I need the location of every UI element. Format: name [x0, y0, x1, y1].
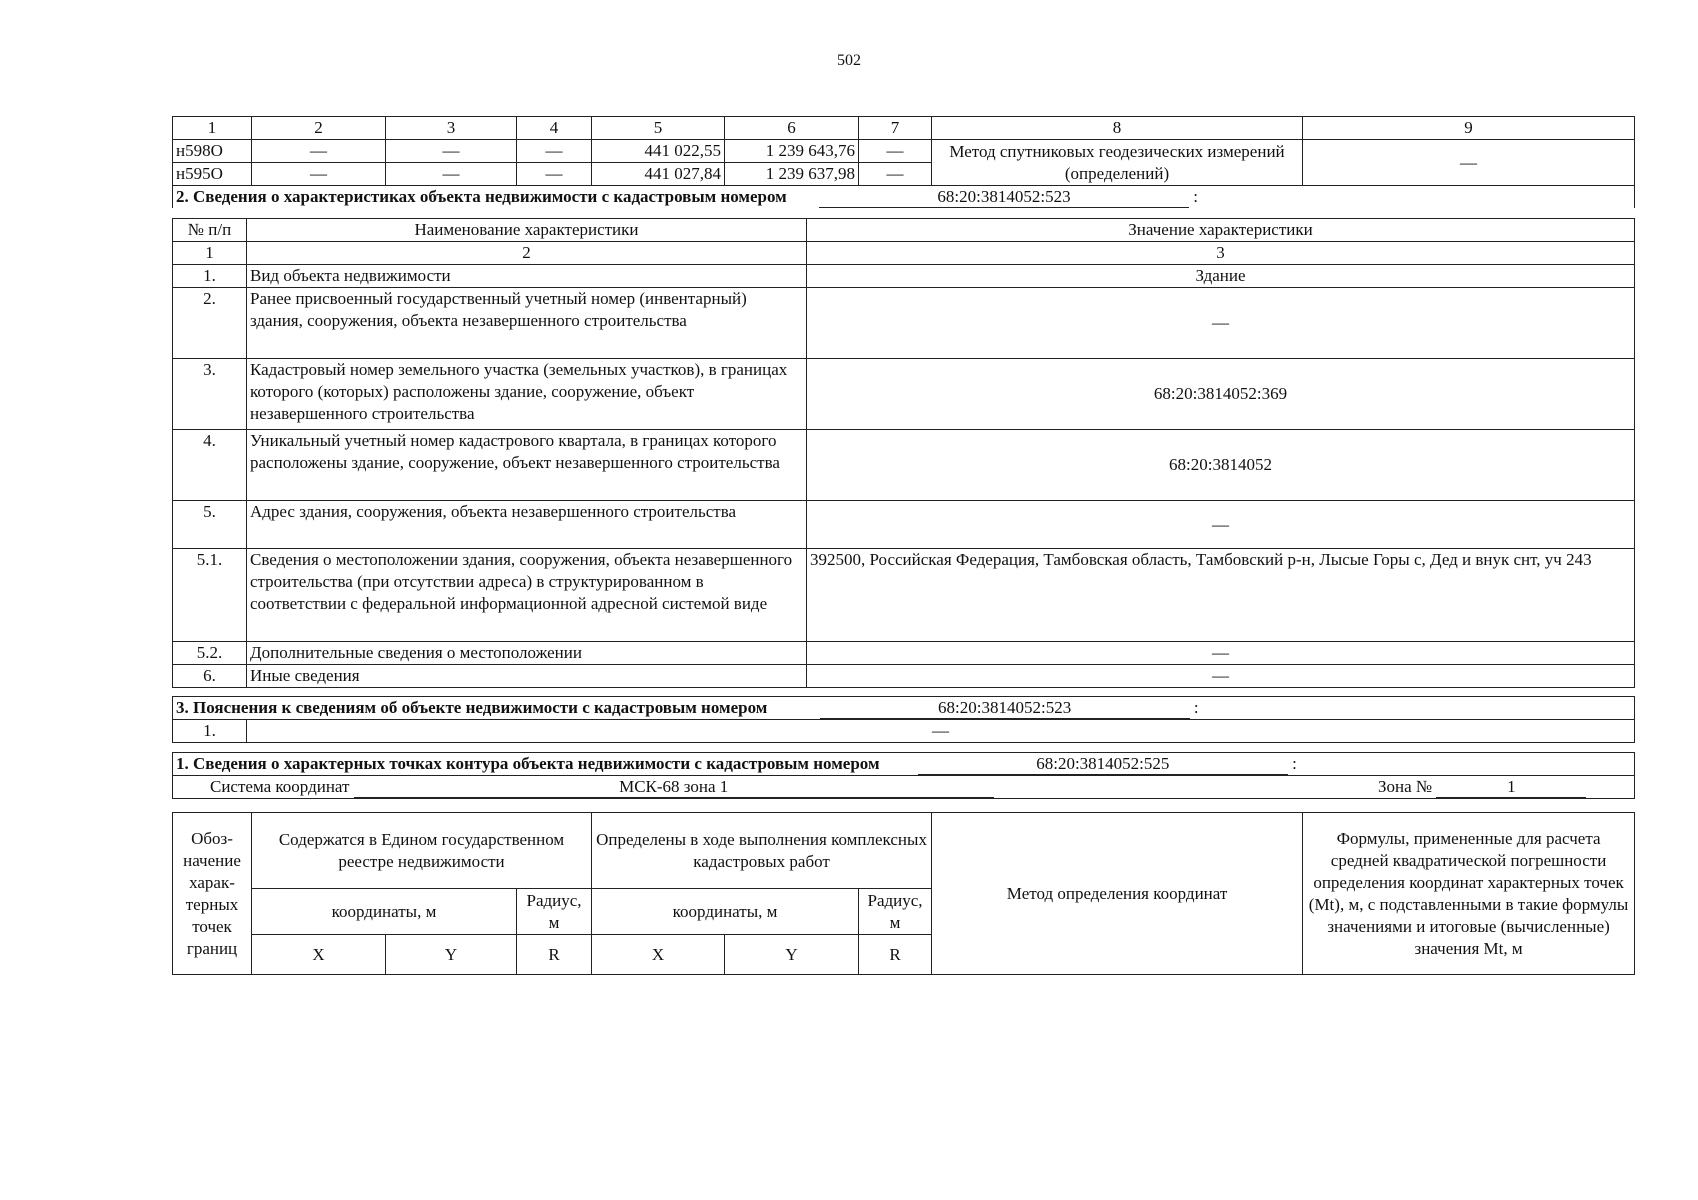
table-row: н595О — — — 441 027,84 1 239 637,98 — [173, 163, 1635, 186]
characteristics-table [172, 218, 1635, 688]
table-row: 5. Адрес здания, сооружения, объекта незавершенного строительства — [173, 501, 1635, 549]
table-row: 3. Кадастровый номер земельного участка (земельных участков), в границах которого (которых) расположены здание, сооружение, объект незавершенного строительства 68:20:3814052:369 [173, 359, 1635, 430]
point-id: н595О [173, 163, 252, 186]
zone-label: Зона № [1377, 777, 1433, 796]
table-row: 5.2. Дополнительные сведения о местоположении — [173, 642, 1635, 665]
kkr-header: Определены в ходе выполнения комплексных кадастровых работ [592, 813, 932, 889]
section-2-title: 2. Сведения о характеристиках объекта недвижимости с кадастровым номером [176, 187, 787, 206]
column-number-row: 1 2 3 4 5 6 7 8 9 [173, 117, 1635, 140]
section-1b-header [172, 752, 1635, 799]
table-row: 4. Уникальный учетный номер кадастрового квартала, в границах которого расположены здание, сооружение, объект незавершенного строительства 68:20:3814052 [173, 430, 1635, 501]
designation-header: Обоз- начение харак- терных точек границ [173, 813, 252, 975]
coord-system-value: МСК-68 зона 1 [354, 777, 994, 798]
table-row: 6. Иные сведения — [173, 665, 1635, 688]
explanations-table [172, 696, 1635, 743]
table-header-row: № п/п Наименование характеристики Значение характеристики [173, 219, 1635, 242]
coord-y: 1 239 643,76 [725, 140, 859, 163]
section-1b-title: 1. Сведения о характерных точках контура объекта недвижимости с кадастровым номером [176, 754, 880, 773]
coord-y: 1 239 637,98 [725, 163, 859, 186]
coord-system-label: Система координат [210, 777, 350, 796]
points-table-header: Обоз- начение харак- терных точек границ Содержатся в Едином государственном реестре недвижимости Определены в ходе выполнения комплексных кадастровых работ Метод определения координат Формулы, примененные для расчета средней квадратической погрешности определения координат характерных точек (Mt), м, с подставленными в такие формулы значениями и итоговые (вычисленные) значения Mt, м координаты, м Радиус, м координаты, м Радиус, м X Y R X Y R [172, 812, 1635, 975]
section-title-row: 2. Сведения о характеристиках объекта недвижимости с кадастровым номером 68:20:3814052:523 : [173, 186, 1635, 209]
formulas-header: Формулы, примененные для расчета средней квадратической погрешности определения координат характерных точек (Mt), м, с подставленными в такие формулы значениями и итоговые (вычисленные) значения Mt, м [1303, 813, 1635, 975]
table-row: 5.1. Сведения о местоположении здания, сооружения, объекта незавершенного строительства (при отсутствии адреса) в структурированном в соответствии с федеральной информационной адресной системой виде 392500, Российская Федерация, Тамбовская область, Тамбовский р-н, Лысые Горы с, Дед и внук снт, уч 243 [173, 549, 1635, 642]
points-table-tail [172, 116, 1635, 208]
egrn-header: Содержатся в Едином государственном реестре недвижимости [252, 813, 592, 889]
coord-system-row [173, 776, 1635, 799]
method-header: Метод определения координат [932, 813, 1303, 975]
cadastral-number: 68:20:3814052:525 [918, 754, 1288, 775]
column-number-row: 1 2 3 [173, 242, 1635, 265]
section-title-row: 3. Пояснения к сведениям об объекте недвижимости с кадастровым номером 68:20:3814052:523 : [173, 697, 1635, 720]
table-row: 1. Вид объекта недвижимости Здание [173, 265, 1635, 288]
zone-value: 1 [1436, 777, 1586, 798]
table-row: н598О — — — 441 022,55 1 239 643,76 — Метод спутниковых геодезических измерений (определений) — [173, 140, 1635, 163]
method-cell: Метод спутниковых геодезических измерений (определений) [932, 140, 1303, 186]
coord-x: 441 027,84 [592, 163, 725, 186]
section-3-title: 3. Пояснения к сведениям об объекте недвижимости с кадастровым номером [176, 698, 768, 717]
section-title-row: 1. Сведения о характерных точках контура объекта недвижимости с кадастровым номером 68:20:3814052:525 : [173, 753, 1635, 776]
table-row: 2. Ранее присвоенный государственный учетный номер (инвентарный) здания, сооружения, объекта незавершенного строительства — [173, 288, 1635, 359]
cadastral-number: 68:20:3814052:523 [819, 187, 1189, 208]
table-row: 1. — [173, 720, 1635, 743]
coord-x: 441 022,55 [592, 140, 725, 163]
point-id: н598О [173, 140, 252, 163]
cadastral-number: 68:20:3814052:523 [820, 698, 1190, 719]
page-number: 502 [837, 52, 861, 69]
